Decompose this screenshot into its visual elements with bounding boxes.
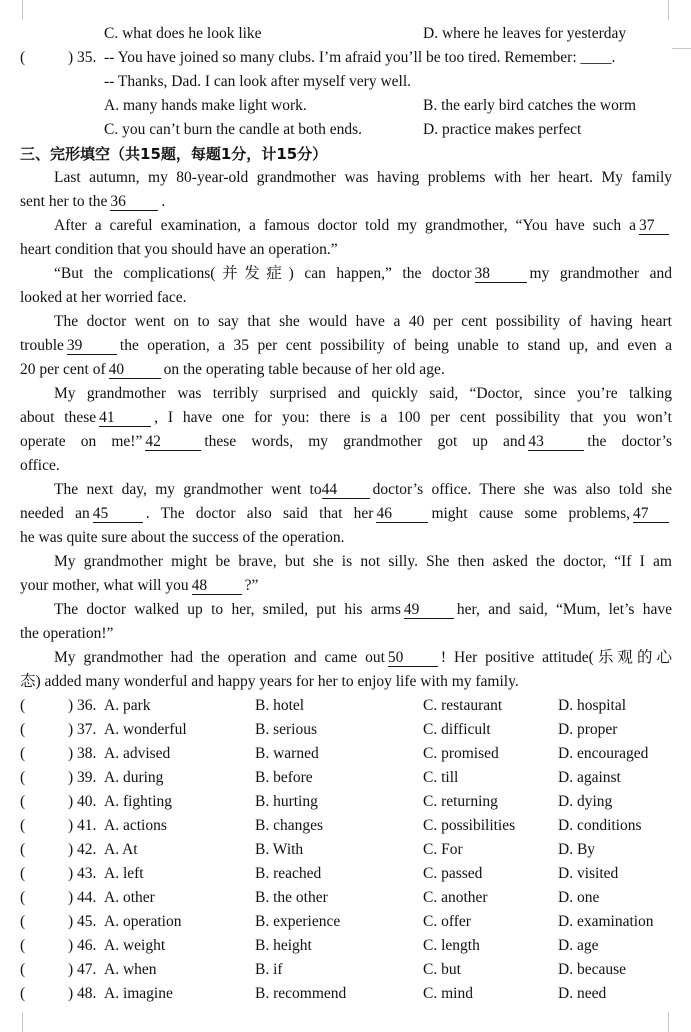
option-b: B. recommend: [255, 985, 347, 1002]
passage-line-13: [20, 454, 672, 478]
question-number: ) 44.: [68, 889, 97, 906]
passage-text: heart condition that you should have an operation.”: [20, 241, 338, 258]
q35-option-c: C. you can’t burn the candle at both ends.: [104, 121, 362, 138]
passage-line-8: [20, 334, 672, 358]
blank-47: 47: [633, 505, 669, 523]
question-row: [20, 694, 680, 718]
blank-40: 40: [109, 361, 161, 379]
passage-line-14: [20, 478, 672, 502]
passage-text: these words, my grandmother got up and: [204, 433, 526, 450]
question-row: [20, 814, 680, 838]
passage-text: on the operating table because of her old age.: [163, 361, 445, 378]
option-a: A. actions: [104, 817, 167, 834]
option-d: D. need: [558, 985, 607, 1002]
option-d: D. hospital: [558, 697, 627, 714]
passage-line-19: [20, 598, 672, 622]
passage-line-4: [20, 238, 672, 262]
option-b: B. hotel: [255, 697, 305, 714]
passage-line-22: [20, 670, 672, 694]
q35-option-d: D. practice makes perfect: [423, 121, 582, 138]
question-row: [20, 886, 680, 910]
passage-text: The doctor went on to say that she would have a 40 per cent possibility of having heart: [54, 313, 672, 330]
option-b: B. changes: [255, 817, 324, 834]
passage-text: about these: [20, 409, 97, 426]
option-a: A. At: [104, 841, 138, 858]
question-number: ) 41.: [68, 817, 97, 834]
passage-text: her, and said, “Mum, let’s have: [456, 601, 672, 618]
passage-text: operate on me!”: [20, 433, 143, 450]
answer-paren[interactable]: (: [20, 697, 26, 714]
passage-text: ! Her positive attitude(乐观的心: [440, 649, 672, 666]
q34-option-c: C. what does he look like: [104, 25, 262, 42]
passage-line-12: [20, 430, 672, 454]
option-a: A. wonderful: [104, 721, 187, 738]
option-c: C. mind: [423, 985, 473, 1002]
question-number: ) 43.: [68, 865, 97, 882]
question-row: [20, 982, 680, 1006]
q35-number: ) 35.: [68, 49, 97, 66]
passage-text: the doctor’s: [587, 433, 672, 450]
option-b: B. if: [255, 961, 283, 978]
option-a: A. when: [104, 961, 157, 978]
q34-options-cd: [20, 22, 680, 46]
question-number: ) 48.: [68, 985, 97, 1002]
passage-text: looked at her worried face.: [20, 289, 187, 306]
option-b: B. before: [255, 769, 313, 786]
passage-line-6: [20, 286, 672, 310]
option-c: C. promised: [423, 745, 499, 762]
option-c: C. but: [423, 961, 461, 978]
blank-42: 42: [145, 433, 201, 451]
answer-paren[interactable]: (: [20, 985, 26, 1002]
option-d: D. against: [558, 769, 621, 786]
blank-38: 38: [475, 265, 527, 283]
option-a: A. left: [104, 865, 144, 882]
passage-line-5: [20, 262, 672, 286]
passage-text: might cause some problems,: [431, 505, 631, 522]
option-b: B. With: [255, 841, 304, 858]
passage-line-1: [20, 166, 672, 190]
answer-paren[interactable]: (: [20, 745, 26, 762]
passage-text: The next day, my grandmother went to: [54, 481, 322, 498]
answer-paren[interactable]: (: [20, 769, 26, 786]
option-d: D. encouraged: [558, 745, 649, 762]
answer-paren[interactable]: (: [20, 937, 26, 954]
passage-line-21: [20, 646, 672, 670]
passage-line-16: [20, 526, 672, 550]
q35-options-cd: [20, 118, 680, 142]
question-number: ) 45.: [68, 913, 97, 930]
option-d: D. proper: [558, 721, 618, 738]
option-a: A. other: [104, 889, 155, 906]
option-c: C. returning: [423, 793, 498, 810]
passage-text: .: [161, 193, 166, 210]
passage-line-10: [20, 382, 672, 406]
question-number: ) 40.: [68, 793, 97, 810]
question-row: [20, 718, 680, 742]
question-row: [20, 790, 680, 814]
option-d: D. By: [558, 841, 596, 858]
passage-text: my grandmother and: [529, 265, 672, 282]
passage-text: , I have one for you: there is a 100 per cent possibility that you won’t: [154, 409, 672, 426]
blank-44: 44: [322, 481, 370, 499]
option-a: A. during: [104, 769, 164, 786]
passage-text: 态) added many wonderful and happy years for her to enjoy life with my family.: [20, 673, 519, 690]
q35-option-b: B. the early bird catches the worm: [423, 97, 637, 114]
option-b: B. reached: [255, 865, 322, 882]
passage-text: doctor’s office. There she was also told she: [372, 481, 672, 498]
passage-text: ?”: [244, 577, 259, 594]
blank-45: 45: [93, 505, 143, 523]
passage-text: My grandmother might be brave, but she is not silly. She then asked the doctor, “If I am: [54, 553, 672, 570]
answer-paren[interactable]: (: [20, 721, 26, 738]
passage-text: the operation, a 35 per cent possibility of being unable to stand up, and even a: [119, 337, 672, 354]
option-c: C. restaurant: [423, 697, 503, 714]
q35-options-ab: [20, 94, 680, 118]
q35-text-1: -- You have joined so many clubs. I’m afraid you’ll be too tired. Remember: ____.: [104, 49, 616, 66]
option-c: C. till: [423, 769, 459, 786]
passage-line-15: [20, 502, 672, 526]
q35-answer-paren: (: [20, 49, 26, 66]
question-number: ) 37.: [68, 721, 97, 738]
answer-paren[interactable]: (: [20, 913, 26, 930]
answer-paren[interactable]: (: [20, 841, 26, 858]
crop-mark-top-left-v: [22, 0, 23, 20]
q35-text-2: -- Thanks, Dad. I can look after myself very well.: [104, 73, 412, 90]
question-row: [20, 958, 680, 982]
passage-text: the operation!”: [20, 625, 114, 642]
question-row: [20, 838, 680, 862]
answer-paren[interactable]: (: [20, 961, 26, 978]
crop-mark-bottom-left-v: [22, 1012, 23, 1032]
blank-50: 50: [388, 649, 438, 667]
passage-text: After a careful examination, a famous doctor told my grandmother, “You have such a: [54, 217, 636, 234]
question-number: ) 47.: [68, 961, 97, 978]
passage-line-20: [20, 622, 672, 646]
crop-mark-bottom-right-v: [668, 1012, 669, 1032]
q35-option-a: A. many hands make light work.: [104, 97, 307, 114]
answer-paren[interactable]: (: [20, 889, 26, 906]
passage-text: My grandmother was terribly surprised and quickly said, “Doctor, since you’re talking: [54, 385, 672, 402]
question-number: ) 46.: [68, 937, 97, 954]
option-d: D. visited: [558, 865, 619, 882]
option-b: B. warned: [255, 745, 319, 762]
option-d: D. because: [558, 961, 626, 978]
crop-mark-top-right-v: [668, 0, 669, 20]
option-b: B. the other: [255, 889, 328, 906]
option-a: A. weight: [104, 937, 166, 954]
passage-line-7: [20, 310, 672, 334]
q35-stem-2: [20, 70, 680, 94]
option-b: B. experience: [255, 913, 341, 930]
option-d: D. dying: [558, 793, 613, 810]
passage-text: My grandmother had the operation and came out: [54, 649, 385, 666]
question-number: ) 42.: [68, 841, 97, 858]
passage-text: trouble: [20, 337, 64, 354]
passage-text: needed an: [20, 505, 90, 522]
option-a: A. imagine: [104, 985, 173, 1002]
option-a: A. fighting: [104, 793, 173, 810]
option-b: B. height: [255, 937, 312, 954]
option-c: C. difficult: [423, 721, 491, 738]
question-row: [20, 934, 680, 958]
blank-41: 41: [99, 409, 151, 427]
passage-line-3: [20, 214, 672, 238]
option-c: C. offer: [423, 913, 471, 930]
option-b: B. hurting: [255, 793, 318, 810]
question-number: ) 36.: [68, 697, 97, 714]
option-c: C. passed: [423, 865, 483, 882]
option-a: A. operation: [104, 913, 182, 930]
question-number: ) 38.: [68, 745, 97, 762]
answer-paren[interactable]: (: [20, 817, 26, 834]
blank-39: 39: [67, 337, 117, 355]
option-d: D. age: [558, 937, 599, 954]
question-row: [20, 742, 680, 766]
blank-49: 49: [404, 601, 454, 619]
passage-text: . The doctor also said that her: [145, 505, 374, 522]
passage-text: 20 per cent of: [20, 361, 106, 378]
blank-36: 36: [110, 193, 158, 211]
blank-48: 48: [192, 577, 242, 595]
passage-text: your mother, what will you: [20, 577, 189, 594]
question-number: ) 39.: [68, 769, 97, 786]
question-row: [20, 862, 680, 886]
passage-line-9: [20, 358, 672, 382]
option-c: C. possibilities: [423, 817, 516, 834]
passage-text: sent her to the: [20, 193, 108, 210]
option-b: B. serious: [255, 721, 317, 738]
option-a: A. advised: [104, 745, 171, 762]
option-d: D. conditions: [558, 817, 642, 834]
option-c: C. another: [423, 889, 488, 906]
answer-paren[interactable]: (: [20, 865, 26, 882]
q35-stem: [20, 46, 680, 70]
passage-text: “But the complications(并发症) can happen,” the doctor: [54, 265, 472, 282]
passage-text: office.: [20, 457, 60, 474]
blank-43: 43: [528, 433, 584, 451]
blank-46: 46: [376, 505, 428, 523]
section-title: 三、完形填空（共15题，每题1分，计15分）: [20, 145, 328, 163]
passage-line-18: [20, 574, 672, 598]
passage-line-11: [20, 406, 672, 430]
option-a: A. park: [104, 697, 151, 714]
passage-line-17: [20, 550, 672, 574]
option-d: D. examination: [558, 913, 654, 930]
option-c: C. For: [423, 841, 463, 858]
blank-37: 37: [639, 217, 669, 235]
question-row: [20, 910, 680, 934]
passage-line-2: [20, 190, 672, 214]
option-d: D. one: [558, 889, 600, 906]
q34-option-d: D. where he leaves for yesterday: [423, 25, 627, 42]
answer-paren[interactable]: (: [20, 793, 26, 810]
passage-text: The doctor walked up to her, smiled, put his arms: [54, 601, 401, 618]
passage-text: Last autumn, my 80-year-old grandmother was having problems with her heart. My family: [54, 169, 672, 186]
passage-text: he was quite sure about the success of the operation.: [20, 529, 345, 546]
option-c: C. length: [423, 937, 480, 954]
question-row: [20, 766, 680, 790]
